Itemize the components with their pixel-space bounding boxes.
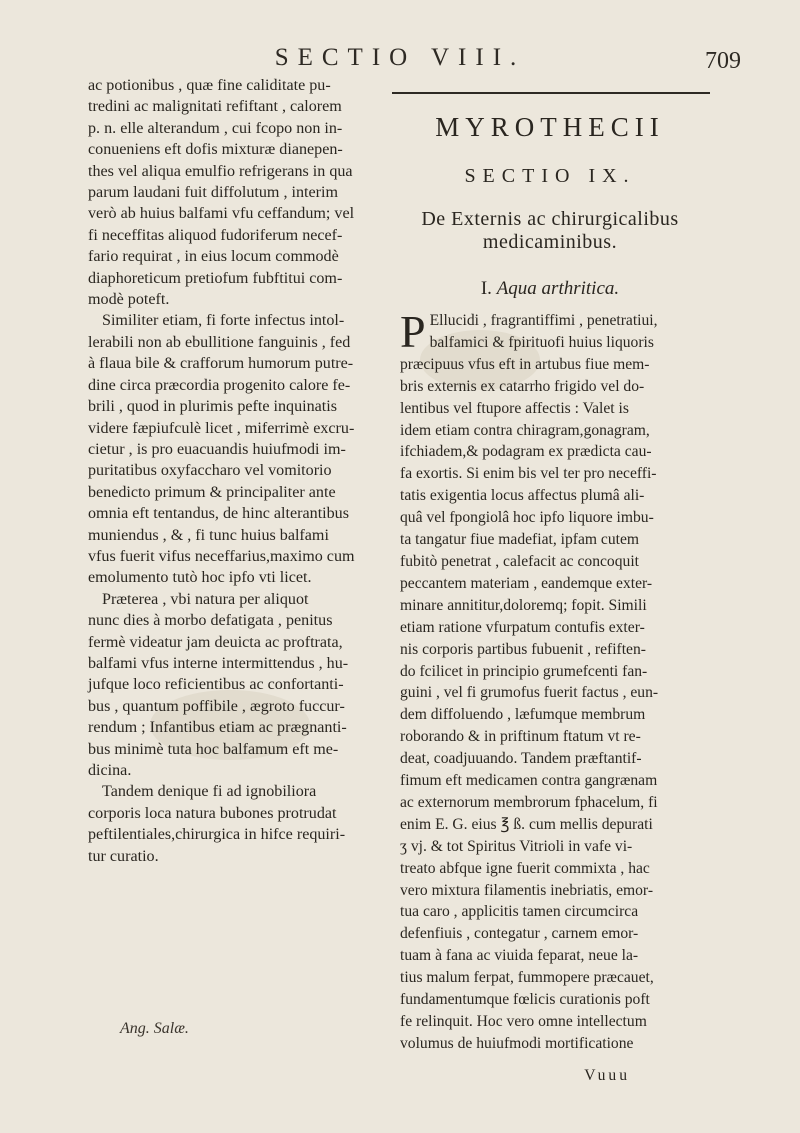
text-line: Præterea , vbi natura per aliquot (102, 590, 309, 608)
text-line: nis corporis partibus fubuenit , refiften- (400, 640, 646, 658)
text-line: ac externorum membrorum fphacelum, fi (400, 793, 658, 811)
text-line: bus , quantum poffibile , ægroto fuccur- (88, 697, 345, 715)
text-line: modè poteft. (88, 291, 170, 309)
text-line: lentibus vel ftupore affectis : Valet is (400, 399, 629, 417)
text-line: jufque loco reficientibus ac confortanti- (88, 676, 344, 694)
text-line: tua caro , applicitis tamen circumcirca (400, 903, 639, 921)
text-line: treato abfque igne fuerit commixta , hac (400, 859, 650, 877)
text-line: emolumento tutò hoc ipfo vti licet. (88, 569, 312, 587)
text-line: fa exortis. Si enim bis vel ter pro neceffi- (400, 465, 657, 483)
text-line: muniendus , & , fi tunc huius balfami (88, 526, 329, 544)
catchword: Vuuu (584, 1066, 630, 1084)
text-line: fimum eft medicamen contra gangrænam (400, 772, 658, 790)
text-line: do fcilicet in principio grumefcenti fan- (400, 662, 648, 680)
text-line: tredini ac malignitati refiftant , calorem (88, 98, 342, 116)
text-line: etiam ratione vfurpatum contufis exter- (400, 618, 645, 636)
text-line: roborando & in priftinum ftatum vt re- (400, 728, 641, 746)
text-line: ʒ vj. & tot Spiritus Vitrioli in vafe vi- (400, 837, 633, 855)
text-line: videre fæpiufculè licet , miferrimè excru- (88, 419, 355, 437)
text-line: à flaua bile & crafforum humorum putre- (88, 355, 354, 373)
text-line: fundamentumque fœlicis curationis poft (400, 991, 650, 1009)
text-line: dem diffoluendo , læfumque membrum (400, 706, 646, 724)
text-line: cietur , is pro euacuandis huiufmodi im- (88, 440, 346, 458)
text-line: Tandem denique fi ad ignobiliora (102, 783, 317, 801)
text-line: tatis exigentia locus affectus plumâ ali- (400, 487, 645, 505)
text-line: fermè videatur jam deuicta ac proftrata, (88, 633, 343, 651)
text-line: bus minimè tuta hoc balfamum eft me- (88, 740, 339, 758)
section-title: MYROTHECII (435, 112, 665, 142)
text-line: conueniens eft dofis mixturæ dianepen- (88, 141, 343, 159)
text-line: fario requirat , in eius locum commodè (88, 248, 339, 266)
section-heading (400, 208, 700, 254)
section-number: SECTIO IX. (464, 165, 636, 187)
text-line: tius malum ferpat, fummopere præcauet, (400, 969, 654, 987)
text-line: enim E. G. eius ℥ ß. cum mellis depurati (400, 815, 653, 833)
text-line: ac potionibus , quæ fine caliditate pu- (88, 77, 331, 94)
recipe-number: I. (480, 278, 492, 299)
text-line: tuam à fana ac viuida feparat, neue la- (400, 947, 639, 965)
text-line: dicina. (88, 762, 132, 779)
header-rule (392, 92, 710, 94)
text-line: bris externis ex catarrho frigido vel do- (400, 377, 645, 395)
text-line: parum laudani fuit diffolutum , interim (88, 184, 339, 202)
text-line: balfamici & fpirituofi huius liquoris (429, 333, 654, 351)
text-line: Similiter etiam, fi forte infectus intol- (102, 312, 345, 330)
text-line: deat, coadjuuando. Tandem præftantif- (400, 750, 642, 768)
drop-cap: P (400, 306, 426, 357)
text-line: puritatibus oxyfaccharo vel vomitorio (88, 462, 332, 480)
text-line: corporis loca natura bubones protrudat (88, 804, 337, 822)
text-line: guini , vel fi grumofus fuerit factus , eun- (400, 684, 659, 702)
text-line: rendum ; Infantibus etiam ac prægnanti- (88, 719, 347, 737)
text-line: verò ab huius balfami vfu ceffandum; vel (88, 205, 355, 223)
signature-mark: Ang. Salæ. (120, 1020, 189, 1037)
text-line: dine circa præcordia progenito calore fe- (88, 376, 351, 394)
right-column (400, 92, 700, 1087)
text-line: quâ vel fpongiolâ hoc ipfo liquore imbu- (400, 509, 654, 527)
recipe-heading (400, 278, 700, 300)
text-line: tur curatio. (88, 847, 159, 865)
left-column (88, 75, 370, 867)
recipe-title: Aqua arthritica. (496, 278, 620, 299)
text-line: benedicto primum & principaliter ante (88, 483, 336, 501)
text-line: fubitò penetrat , calefacit ac concoquit (400, 552, 639, 570)
page-number: 709 (705, 48, 741, 74)
text-line: p. n. elle alterandum , cui fcopo non in- (88, 119, 343, 137)
text-line: volumus de huiufmodi mortificatione (400, 1034, 634, 1052)
text-line: ifchiadem,& podagram ex prædicta cau- (400, 443, 652, 461)
text-line: Ellucidi , fragrantiffimi , penetratiui, (429, 312, 658, 329)
text-line: omnia eft tentandus, de hinc alterantibus (88, 505, 349, 523)
text-line: nunc dies à morbo defatigata , penitus (88, 612, 333, 630)
text-line: idem etiam contra chiragram,gonagram, (400, 421, 650, 439)
running-head: SECTIO VIII. (274, 44, 526, 71)
heading-line: De Externis ac chirurgicalibus (421, 208, 679, 230)
text-line: fi neceffitas aliquod fudoriferum necef- (88, 226, 343, 244)
text-line: vfus fuerit vifus neceffarius,maximo cum (88, 547, 355, 565)
text-line: præcipuus vfus eft in artubus fiue mem- (400, 355, 650, 373)
recipe-body (400, 306, 700, 1055)
text-line: brili , quod in plurimis pefte inquinatis (88, 398, 337, 416)
text-line: defenfiuis , contegatur , carnem emor- (400, 925, 639, 943)
heading-line: medicaminibus. (482, 231, 618, 253)
text-line: vero mixtura filamentis inebriatis, emor- (400, 881, 654, 899)
text-line: fe relinquit. Hoc vero omne intellectum (400, 1013, 647, 1030)
text-line: balfami vfus interne intermittendus , hu- (88, 654, 349, 672)
text-line: peccantem materiam , eandemque exter- (400, 574, 653, 592)
text-line: ta tangatur fiue madefiat, ipfam cutem (400, 531, 640, 549)
text-line: minare annititur,doloremq; fopit. Simili (400, 596, 647, 614)
text-line: diaphoreticum pretiofum fubftitui com- (88, 269, 343, 287)
text-line: lerabili non ab ebullitione fanguinis , fed (88, 333, 351, 351)
text-line: peftilentiales,chirurgica in hifce requiri- (88, 826, 346, 844)
text-line: thes vel aliqua emulfio refrigerans in qua (88, 162, 353, 180)
